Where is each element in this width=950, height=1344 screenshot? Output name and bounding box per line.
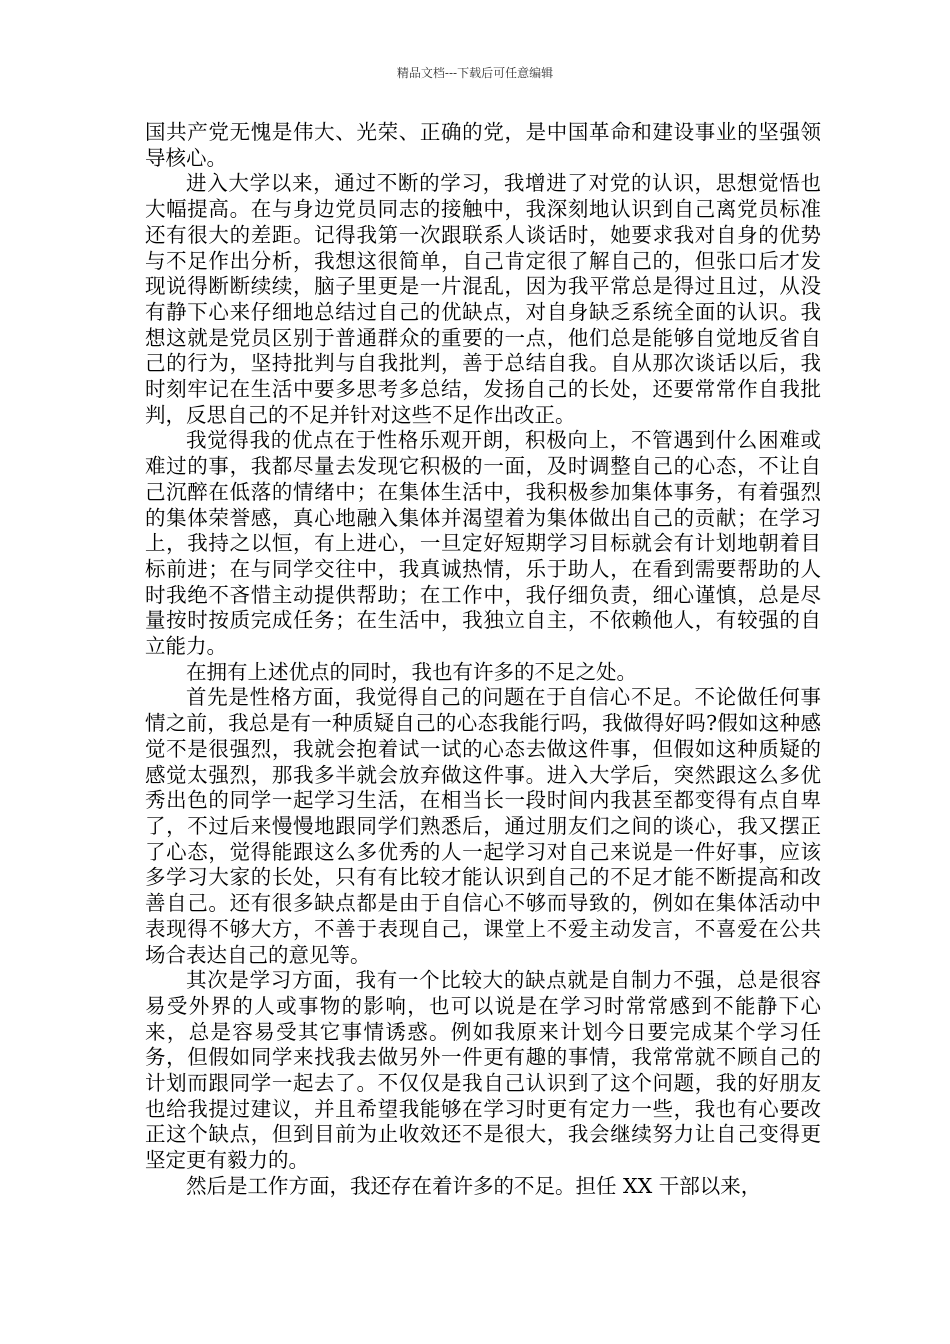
paragraph-work: 然后是工作方面，我还存在着许多的不足。担任 XX 干部以来， <box>186 1173 762 1198</box>
paragraph-party-understanding: 进入大学以来，通过不断的学习，我增进了对党的认识，思想觉悟也大幅提高。在与身边党员同志的接触中，我深刻地认识到自己离党员标准还有很大的差距。记得我第一次跟联系人谈话时，她要求我对自身的优势与不足作出分析，我想这很简单，自己肯定很了解自己的，但张口后才发现说得断断续续，脑子里更是一片混乱，因为我平常总是得过且过，从没有静下心来仔细地总结过自己的优缺点，对自身缺乏系统全面的认识。我想这就是党员区别于普通群众的重要的一点，他们总是能够自觉地反省自己的行为，坚持批判与自我批判，善于总结自我。自从那次谈话以后，我时刻牢记在生活中要多思考多总结，发扬自己的长处，还要常常作自我批判，反思自己的不足并针对这些不足作出改正。 <box>145 171 821 427</box>
paragraph-study: 其次是学习方面，我有一个比较大的缺点就是自制力不强，总是很容易受外界的人或事物的影响，也可以说是在学习时常常感到不能静下心来，总是容易受其它事情诱惑。例如我原来计划今日要完成某个学习任务，但假如同学来找我去做另外一件更有趣的事情，我常常就不顾自己的计划而跟同学一起去了。不仅仅是我自己认识到了这个问题，我的好朋友也给我提过建议，并且希望我能够在学习时更有定力一些，我也有心要改正这个缺点，但到目前为止收效还不是很大，我会继续努力让自己变得更坚定更有毅力的。 <box>145 968 821 1173</box>
page-header: 精品文档---下载后可任意编辑 <box>396 66 554 80</box>
paragraph-strengths: 我觉得我的优点在于性格乐观开朗，积极向上，不管遇到什么困难或难过的事，我都尽量去发现它积极的一面，及时调整自己的心态，不让自己沉醉在低落的情绪中；在集体生活中，我积极参加集体事务，有着强烈的集体荣誉感，真心地融入集体并渴望着为集体做出自己的贡献；在学习上，我持之以恒，有上进心，一旦定好短期学习目标就会有计划地朝着目标前进；在与同学交往中，我真诚热情，乐于助人，在看到需要帮助的人时我绝不吝惜主动提供帮助；在工作中，我仔细负责，细心谨慎，总是尽量按时按质完成任务；在生活中，我独立自主，不依赖他人，有较强的自立能力。 <box>145 428 821 659</box>
paragraph-shortcomings-intro: 在拥有上述优点的同时，我也有许多的不足之处。 <box>186 659 637 684</box>
document-body <box>145 120 821 1200</box>
paragraph-personality: 首先是性格方面，我觉得自己的问题在于自信心不足。不论做任何事情之前，我总是有一种质疑自己的心态我能行吗，我做得好吗?假如这种感觉不是很强烈，我就会抱着试一试的心态去做这件事，但假如这种质疑的感觉太强烈，那我多半就会放弃做这件事。进入大学后，突然跟这么多优秀出色的同学一起学习生活，在相当长一段时间内我甚至都变得有点自卑了，不过后来慢慢地跟同学们熟悉后，通过朋友们之间的谈心，我又摆正了心态，觉得能跟这么多优秀的人一起学习对自己来说是一件好事，应该多学习大家的长处，只有有比较才能认识到自己的不足才能不断提高和改善自己。还有很多缺点都是由于自信心不够而导致的，例如在集体活动中表现得不够大方，不善于表现自己，课堂上不爱主动发言，不喜爱在公共场合表达自己的意见等。 <box>145 685 821 967</box>
paragraph-continuation: 国共产党无愧是伟大、光荣、正确的党，是中国革命和建设事业的坚强领导核心。 <box>145 120 821 170</box>
